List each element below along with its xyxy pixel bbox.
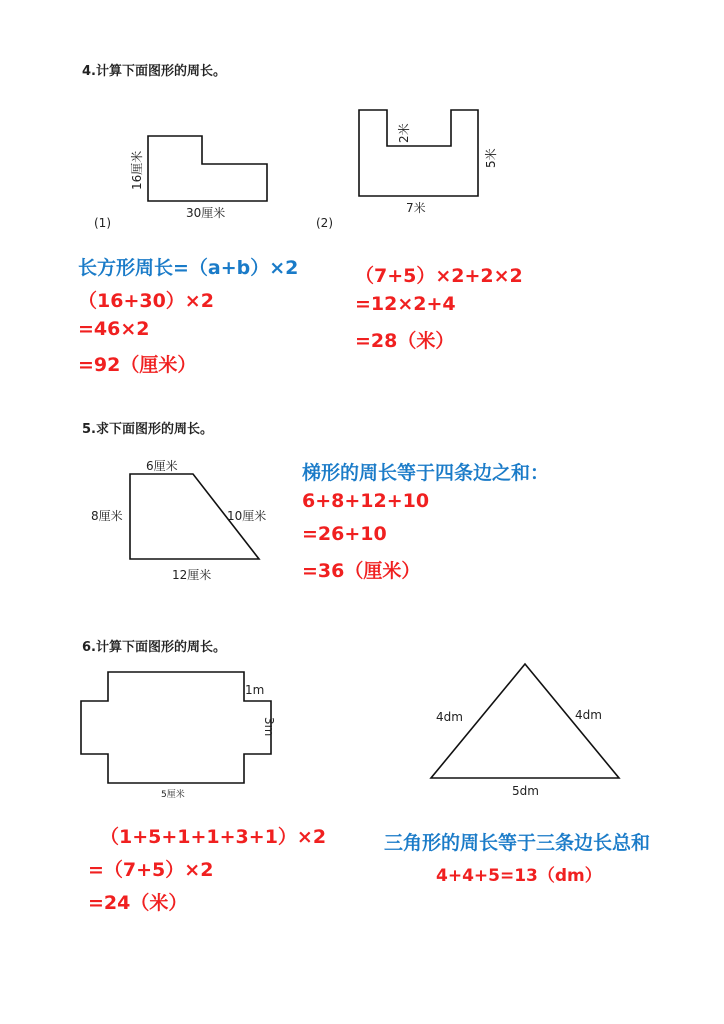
q4-fig1-bottom-label: 30厘米 — [186, 206, 226, 220]
q6-fig1-bottom-label: 5厘米 — [161, 790, 185, 800]
q6-fig1-side-label: 3m — [262, 717, 276, 737]
q4-fig2-side-label: 5米 — [484, 148, 498, 168]
q5-right-label: 10厘米 — [227, 509, 267, 523]
q5-bottom-label: 12厘米 — [172, 568, 212, 582]
q6-solution1-line2: =（7+5）×2 — [88, 859, 214, 881]
q4-fig2-notch-label: 2米 — [397, 123, 411, 143]
q6-fig2-bottom-label: 5dm — [512, 784, 539, 798]
q4-solution1-line2: （16+30）×2 — [78, 290, 214, 312]
l-shape-figure — [148, 136, 267, 201]
q5-left-label: 8厘米 — [91, 509, 123, 523]
q5-solution-line3: =26+10 — [302, 523, 387, 545]
q4-solution2-line3: =28（米） — [355, 330, 455, 352]
q5-solution-line4: =36（厘米） — [302, 560, 421, 582]
q5-solution-line2: 6+8+12+10 — [302, 490, 430, 512]
q6-solution2-line2: 4+4+5=13（dm） — [436, 866, 602, 886]
q4-fig1-tag: (1) — [94, 216, 111, 230]
q5-solution-line1: 梯形的周长等于四条边之和： — [302, 462, 550, 484]
q4-solution1-line3: =46×2 — [78, 318, 150, 340]
q4-fig2-tag: (2) — [316, 216, 333, 230]
q6-title: 6.计算下面图形的周长。 — [82, 640, 226, 655]
q4-fig1-side-label: 16厘米 — [130, 150, 144, 190]
q4-fig2-bottom-label: 7米 — [406, 201, 426, 215]
q6-solution1-line1: （1+5+1+1+3+1）×2 — [100, 826, 327, 848]
q6-fig2-left-label: 4dm — [436, 710, 463, 724]
q4-solution2-line1: （7+5）×2+2×2 — [355, 265, 523, 287]
q5-top-label: 6厘米 — [146, 459, 178, 473]
q6-fig2-right-label: 4dm — [575, 708, 602, 722]
q4-title: 4.计算下面图形的周长。 — [82, 64, 226, 79]
q4-solution1-line1: 长方形周长=（a+b）×2 — [78, 257, 299, 279]
q4-solution2-line2: =12×2+4 — [355, 293, 456, 315]
q4-solution1-line4: =92（厘米） — [78, 354, 197, 376]
u-shape-figure — [359, 110, 478, 196]
q5-title: 5.求下面图形的周长。 — [82, 422, 213, 437]
q6-solution1-line3: =24（米） — [88, 892, 188, 914]
q6-solution2-line1: 三角形的周长等于三条边长总和 — [384, 832, 651, 854]
cross-shape-figure — [81, 672, 271, 783]
q6-fig1-notch-label: 1m — [245, 683, 265, 697]
